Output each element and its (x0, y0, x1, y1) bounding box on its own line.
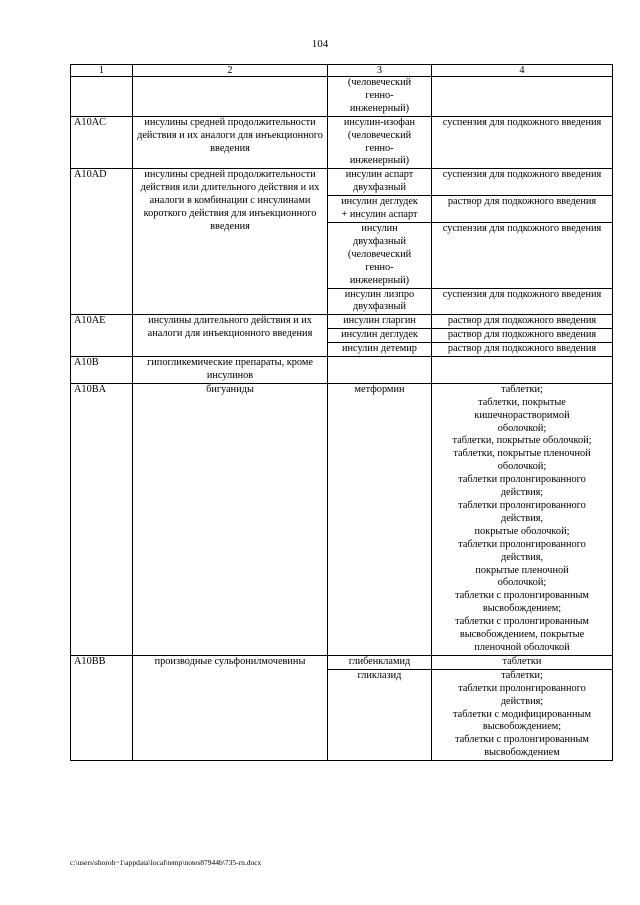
dosage-form-cell (432, 383, 613, 655)
table-row (71, 169, 613, 196)
drug-name-line: инсулин (361, 222, 398, 234)
dosage-form-line: таблетки с пролонгированным (455, 734, 589, 746)
drug-name-line: (человеческий (347, 248, 412, 260)
drug-name-line: + инсулин аспарт (341, 209, 418, 221)
dosage-form-cell (432, 169, 613, 196)
group-name-cell: гипогликемические препараты, кроме инсулинов (133, 357, 328, 384)
drug-name-line: гликлазид (357, 669, 402, 681)
dosage-form-line: таблетки (502, 655, 542, 667)
drug-name-cell (328, 329, 432, 343)
dosage-form-cell (432, 196, 613, 223)
drug-name-line: (человеческий (347, 129, 412, 141)
dosage-form-line: таблетки; (501, 669, 543, 681)
dosage-form-line: действия; (500, 487, 544, 499)
drug-name-cell (328, 655, 432, 669)
dosage-form-line: действия; (500, 695, 544, 707)
drug-name-line: метформин (354, 383, 405, 395)
dosage-form-line: высвобождением; (482, 603, 562, 615)
dosage-form-line: таблетки пролонгированного (458, 500, 586, 511)
drug-name-cell (328, 383, 432, 655)
dosage-form-line: высвобождением; (482, 721, 562, 733)
dosage-form-line: таблетки, покрытые пленочной (453, 448, 591, 460)
drug-name-line: инженерный) (349, 155, 410, 167)
drug-name-cell (328, 169, 432, 196)
drug-name-line: инженерный) (349, 102, 410, 114)
dosage-form-line: таблетки с модифицированным (453, 708, 591, 720)
dosage-form-cell (432, 77, 613, 117)
group-name-cell: бигуаниды (133, 383, 328, 655)
dosage-form-cell (432, 655, 613, 669)
file-path-footer: c:\users\shoroh~1\appdata\local\temp\notes87944b\735-rn.docx (70, 858, 262, 867)
dosage-form-line: оболочкой; (497, 461, 547, 473)
dosage-form-line: пленочной оболочкой (474, 641, 570, 653)
dosage-form-line: оболочкой; (497, 422, 547, 434)
dosage-form-cell (432, 222, 613, 288)
drug-name-line: (человеческий (347, 77, 412, 88)
drug-name-line: инженерный) (349, 274, 410, 286)
table-row (71, 357, 613, 384)
dosage-form-line: таблетки; (501, 383, 543, 395)
dosage-form-line: суспензия для подкожного введения (442, 222, 602, 234)
group-name-cell: инсулины средней продолжительности действия или длительного действия и их аналоги в комбинации с инсулинами короткого действия для инъекционного введения (133, 169, 328, 315)
drug-name-line: инсулин-изофан (343, 116, 416, 128)
dosage-form-line: покрытые оболочкой; (474, 525, 570, 537)
column-header: 4 (432, 65, 613, 77)
atc-code-cell: A10AE (71, 315, 133, 357)
drug-name-cell (328, 116, 432, 169)
dosage-form-line: действия, (500, 512, 544, 524)
dosage-form-line: действия, (500, 551, 544, 563)
table-row (71, 383, 613, 655)
drug-name-line: двухфазный (353, 301, 406, 313)
dosage-form-line: оболочкой; (497, 577, 547, 589)
group-name-cell: производные сульфонилмочевины (133, 655, 328, 760)
table-row (71, 77, 613, 117)
atc-code-cell: A10AC (71, 116, 133, 169)
atc-code-cell: A10AD (71, 169, 133, 315)
dosage-form-line: раствор для подкожного введения (447, 315, 597, 327)
drug-name-line: двухфазный (353, 182, 406, 194)
drug-name-line: генно- (365, 89, 394, 101)
atc-code-cell: A10B (71, 357, 133, 384)
drug-name-cell (328, 77, 432, 117)
drug-name-cell (328, 288, 432, 315)
dosage-form-line: таблетки, покрытые оболочкой; (452, 435, 592, 447)
dosage-form-line: таблетки с пролонгированным (455, 590, 589, 602)
page-number: 104 (311, 38, 329, 50)
dosage-form-cell (432, 343, 613, 357)
dosage-form-line: таблетки пролонгированного (458, 474, 586, 486)
group-name-cell (133, 77, 328, 117)
dosage-form-line: раствор для подкожного введения (447, 196, 597, 208)
dosage-form-line: суспензия для подкожного введения (442, 116, 602, 128)
drug-name-line: генно- (365, 261, 394, 273)
drug-name-line: инсулин деглудек (341, 196, 418, 208)
dosage-form-line: раствор для подкожного введения (447, 329, 597, 341)
drug-name-cell (328, 669, 432, 760)
dosage-form-line: высвобождением, покрытые (459, 629, 585, 641)
column-header: 2 (133, 65, 328, 77)
atc-code-cell (71, 77, 133, 117)
drug-name-line: инсулин гларгин (343, 315, 416, 327)
dosage-form-cell (432, 669, 613, 760)
group-name-cell: инсулины средней продолжительности действия и их аналоги для инъекционного введения (133, 116, 328, 169)
atc-code-cell: A10BB (71, 655, 133, 760)
drug-name-line: глибенкламид (348, 655, 411, 667)
drug-name-line: инсулин деглудек (341, 329, 418, 341)
drug-name-cell (328, 315, 432, 329)
table-row (71, 116, 613, 169)
column-header: 1 (71, 65, 133, 77)
table-row (71, 315, 613, 329)
dosage-form-line: раствор для подкожного введения (447, 343, 597, 355)
table-body (71, 77, 613, 761)
atc-code-cell: A10BA (71, 383, 133, 655)
drug-name-cell (328, 357, 432, 384)
dosage-form-cell (432, 357, 613, 384)
drug-name-line: инсулин аспарт (345, 169, 414, 181)
dosage-form-line: суспензия для подкожного введения (442, 169, 602, 181)
dosage-form-cell (432, 315, 613, 329)
table-row (71, 655, 613, 669)
dosage-form-line: высвобождением (484, 747, 560, 759)
drug-name-line: двухфазный (353, 235, 406, 247)
drug-name-line: инсулин детемир (342, 343, 417, 355)
drug-name-cell (328, 196, 432, 223)
dosage-form-line: таблетки с пролонгированным (455, 616, 589, 628)
dosage-form-line: суспензия для подкожного введения (442, 288, 602, 300)
dosage-form-line: покрытые пленочной (475, 564, 569, 576)
drug-name-line: генно- (365, 142, 394, 154)
drug-table (70, 64, 613, 761)
group-name-cell: инсулины длительного действия и их аналоги для инъекционного введения (133, 315, 328, 357)
dosage-form-line: таблетки, покрытые (478, 396, 566, 408)
header-row (71, 65, 613, 77)
drug-name-line: инсулин лизпро (344, 288, 415, 300)
dosage-form-line: таблетки пролонгированного (458, 682, 586, 694)
dosage-form-cell (432, 329, 613, 343)
column-header: 3 (328, 65, 432, 77)
dosage-form-line: кишечнорастворимой (474, 409, 570, 421)
dosage-form-cell (432, 288, 613, 315)
dosage-form-cell (432, 116, 613, 169)
drug-name-cell (328, 343, 432, 357)
dosage-form-line: таблетки пролонгированного (458, 538, 586, 550)
drug-name-cell (328, 222, 432, 288)
